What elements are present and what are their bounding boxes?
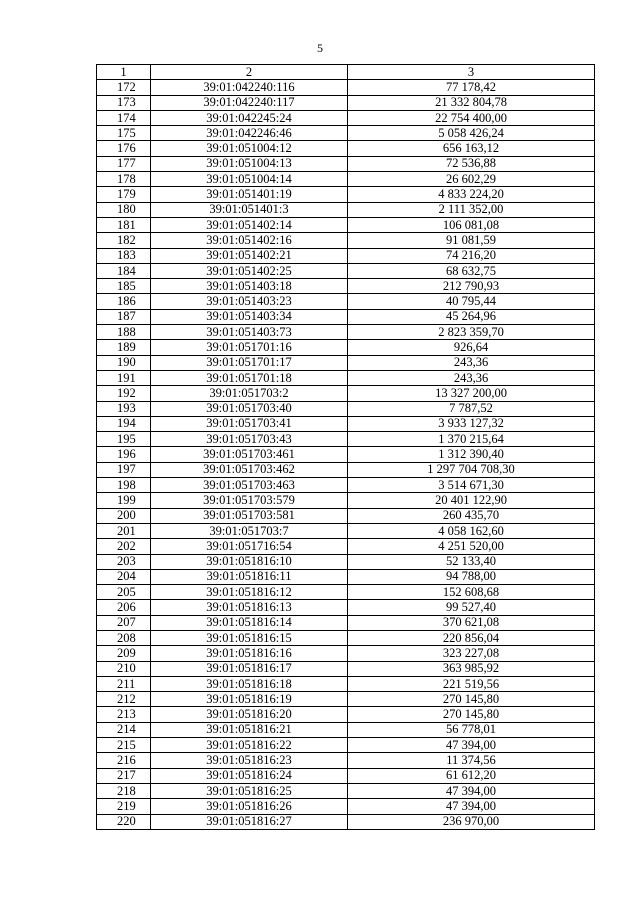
table-row (97, 447, 595, 462)
row-number-cell: 189 (97, 340, 151, 355)
value-cell: 243,36 (348, 370, 595, 385)
cadastral-number-cell: 39:01:051004:12 (151, 141, 348, 156)
table-row (97, 172, 595, 187)
value-cell: 220 856,04 (348, 630, 595, 645)
table-row (97, 722, 595, 737)
row-number-cell: 211 (97, 676, 151, 691)
table-row (97, 340, 595, 355)
row-number-cell: 216 (97, 753, 151, 768)
table-row (97, 80, 595, 95)
table-row (97, 156, 595, 171)
table-body (97, 80, 595, 830)
cadastral-number-cell: 39:01:051402:25 (151, 263, 348, 278)
cadastral-number-cell: 39:01:051816:13 (151, 600, 348, 615)
row-number-cell: 213 (97, 707, 151, 722)
cadastral-number-cell: 39:01:051703:7 (151, 523, 348, 538)
table-header-row (97, 65, 595, 80)
cadastral-number-cell: 39:01:051703:43 (151, 432, 348, 447)
row-number-cell: 185 (97, 279, 151, 294)
cadastral-number-cell: 39:01:051703:462 (151, 462, 348, 477)
value-cell: 47 394,00 (348, 738, 595, 753)
row-number-cell: 194 (97, 416, 151, 431)
value-cell: 3 933 127,32 (348, 416, 595, 431)
cadastral-number-cell: 39:01:051816:21 (151, 722, 348, 737)
value-cell: 106 081,08 (348, 217, 595, 232)
table-row (97, 126, 595, 141)
table-row (97, 554, 595, 569)
cadastral-number-cell: 39:01:042240:116 (151, 80, 348, 95)
row-number-cell: 215 (97, 738, 151, 753)
table-row (97, 768, 595, 783)
value-cell: 926,64 (348, 340, 595, 355)
table-row (97, 585, 595, 600)
value-cell: 236 970,00 (348, 814, 595, 829)
value-cell: 656 163,12 (348, 141, 595, 156)
row-number-cell: 199 (97, 493, 151, 508)
value-cell: 77 178,42 (348, 80, 595, 95)
table-row (97, 432, 595, 447)
row-number-cell: 192 (97, 386, 151, 401)
table-row (97, 202, 595, 217)
table-row (97, 646, 595, 661)
row-number-cell: 207 (97, 615, 151, 630)
table-row (97, 95, 595, 110)
cadastral-number-cell: 39:01:051816:26 (151, 799, 348, 814)
table-row (97, 753, 595, 768)
cadastral-number-cell: 39:01:051816:14 (151, 615, 348, 630)
table-row (97, 263, 595, 278)
cadastral-number-cell: 39:01:051403:73 (151, 325, 348, 340)
row-number-cell: 191 (97, 370, 151, 385)
row-number-cell: 190 (97, 355, 151, 370)
value-cell: 370 621,08 (348, 615, 595, 630)
table-row (97, 187, 595, 202)
value-cell: 1 312 390,40 (348, 447, 595, 462)
row-number-cell: 178 (97, 172, 151, 187)
cadastral-number-cell: 39:01:042245:24 (151, 110, 348, 125)
value-cell: 2 823 359,70 (348, 325, 595, 340)
table-row (97, 416, 595, 431)
row-number-cell: 193 (97, 401, 151, 416)
row-number-cell: 187 (97, 309, 151, 324)
cadastral-number-cell: 39:01:051816:25 (151, 783, 348, 798)
table-row (97, 355, 595, 370)
cadastral-number-cell: 39:01:051816:20 (151, 707, 348, 722)
table-row (97, 110, 595, 125)
table-row (97, 294, 595, 309)
value-cell: 91 081,59 (348, 233, 595, 248)
row-number-cell: 172 (97, 80, 151, 95)
value-cell: 94 788,00 (348, 569, 595, 584)
cadastral-number-cell: 39:01:051402:16 (151, 233, 348, 248)
cadastral-number-cell: 39:01:051703:461 (151, 447, 348, 462)
value-cell: 4 833 224,20 (348, 187, 595, 202)
cadastral-number-cell: 39:01:051703:41 (151, 416, 348, 431)
table-row (97, 233, 595, 248)
table-row (97, 508, 595, 523)
page-number: 5 (317, 41, 323, 55)
row-number-cell: 212 (97, 692, 151, 707)
value-cell: 74 216,20 (348, 248, 595, 263)
value-cell: 4 251 520,00 (348, 539, 595, 554)
cadastral-number-cell: 39:01:051701:16 (151, 340, 348, 355)
value-cell: 68 632,75 (348, 263, 595, 278)
value-cell: 221 519,56 (348, 676, 595, 691)
value-cell: 260 435,70 (348, 508, 595, 523)
cadastral-value-table (96, 64, 595, 830)
row-number-cell: 206 (97, 600, 151, 615)
table-row (97, 141, 595, 156)
row-number-cell: 210 (97, 661, 151, 676)
value-cell: 47 394,00 (348, 783, 595, 798)
table-row (97, 309, 595, 324)
value-cell: 270 145,80 (348, 692, 595, 707)
cadastral-number-cell: 39:01:051402:14 (151, 217, 348, 232)
row-number-cell: 208 (97, 630, 151, 645)
row-number-cell: 184 (97, 263, 151, 278)
value-cell: 2 111 352,00 (348, 202, 595, 217)
table-row (97, 462, 595, 477)
row-number-cell: 182 (97, 233, 151, 248)
row-number-cell: 186 (97, 294, 151, 309)
table-row (97, 661, 595, 676)
row-number-cell: 201 (97, 523, 151, 538)
table-row (97, 539, 595, 554)
value-cell: 45 264,96 (348, 309, 595, 324)
value-cell: 1 370 215,64 (348, 432, 595, 447)
table-row (97, 692, 595, 707)
row-number-cell: 202 (97, 539, 151, 554)
row-number-cell: 174 (97, 110, 151, 125)
value-cell: 72 536,88 (348, 156, 595, 171)
table-row (97, 676, 595, 691)
table-row (97, 370, 595, 385)
row-number-cell: 198 (97, 478, 151, 493)
table-row (97, 569, 595, 584)
cadastral-number-cell: 39:01:051703:40 (151, 401, 348, 416)
cadastral-number-cell: 39:01:051816:22 (151, 738, 348, 753)
cadastral-number-cell: 39:01:051816:10 (151, 554, 348, 569)
row-number-cell: 205 (97, 585, 151, 600)
row-number-cell: 209 (97, 646, 151, 661)
table-row (97, 279, 595, 294)
table-row (97, 386, 595, 401)
table-row (97, 523, 595, 538)
cadastral-number-cell: 39:01:051004:13 (151, 156, 348, 171)
cadastral-number-cell: 39:01:051403:34 (151, 309, 348, 324)
value-cell: 152 608,68 (348, 585, 595, 600)
cadastral-number-cell: 39:01:051703:581 (151, 508, 348, 523)
table-row (97, 615, 595, 630)
cadastral-number-cell: 39:01:051816:12 (151, 585, 348, 600)
value-cell: 11 374,56 (348, 753, 595, 768)
cadastral-number-cell: 39:01:042240:117 (151, 95, 348, 110)
table-row (97, 248, 595, 263)
value-cell: 4 058 162,60 (348, 523, 595, 538)
value-cell: 212 790,93 (348, 279, 595, 294)
row-number-cell: 188 (97, 325, 151, 340)
row-number-cell: 183 (97, 248, 151, 263)
row-number-cell: 179 (97, 187, 151, 202)
cadastral-number-cell: 39:01:051816:16 (151, 646, 348, 661)
table-row (97, 478, 595, 493)
cadastral-number-cell: 39:01:051816:27 (151, 814, 348, 829)
row-number-cell: 173 (97, 95, 151, 110)
row-number-cell: 176 (97, 141, 151, 156)
row-number-cell: 180 (97, 202, 151, 217)
row-number-cell: 195 (97, 432, 151, 447)
cadastral-number-cell: 39:01:051401:19 (151, 187, 348, 202)
value-cell: 21 332 804,78 (348, 95, 595, 110)
row-number-cell: 218 (97, 783, 151, 798)
value-cell: 20 401 122,90 (348, 493, 595, 508)
table-row (97, 217, 595, 232)
cadastral-number-cell: 39:01:051816:17 (151, 661, 348, 676)
value-cell: 26 602,29 (348, 172, 595, 187)
value-cell: 56 778,01 (348, 722, 595, 737)
row-number-cell: 196 (97, 447, 151, 462)
value-cell: 52 133,40 (348, 554, 595, 569)
cadastral-number-cell: 39:01:051816:24 (151, 768, 348, 783)
row-number-cell: 217 (97, 768, 151, 783)
column-header-cadastral-number: 2 (151, 65, 348, 80)
cadastral-number-cell: 39:01:051816:11 (151, 569, 348, 584)
cadastral-number-cell: 39:01:051403:18 (151, 279, 348, 294)
table-row (97, 600, 595, 615)
table-row (97, 325, 595, 340)
row-number-cell: 181 (97, 217, 151, 232)
value-cell: 61 612,20 (348, 768, 595, 783)
row-number-cell: 200 (97, 508, 151, 523)
table-row (97, 814, 595, 829)
row-number-cell: 197 (97, 462, 151, 477)
cadastral-number-cell: 39:01:051716:54 (151, 539, 348, 554)
value-cell: 270 145,80 (348, 707, 595, 722)
cadastral-number-cell: 39:01:051403:23 (151, 294, 348, 309)
value-cell: 5 058 426,24 (348, 126, 595, 141)
cadastral-number-cell: 39:01:051816:19 (151, 692, 348, 707)
cadastral-number-cell: 39:01:051004:14 (151, 172, 348, 187)
row-number-cell: 177 (97, 156, 151, 171)
row-number-cell: 220 (97, 814, 151, 829)
table-row (97, 493, 595, 508)
table-row (97, 401, 595, 416)
cadastral-number-cell: 39:01:051703:463 (151, 478, 348, 493)
row-number-cell: 214 (97, 722, 151, 737)
table-row (97, 799, 595, 814)
column-header-number: 1 (97, 65, 151, 80)
cadastral-number-cell: 39:01:051816:23 (151, 753, 348, 768)
cadastral-number-cell: 39:01:051701:18 (151, 370, 348, 385)
cadastral-number-cell: 39:01:051703:579 (151, 493, 348, 508)
value-cell: 243,36 (348, 355, 595, 370)
value-cell: 323 227,08 (348, 646, 595, 661)
value-cell: 22 754 400,00 (348, 110, 595, 125)
table-row (97, 783, 595, 798)
cadastral-number-cell: 39:01:051816:15 (151, 630, 348, 645)
table-row (97, 707, 595, 722)
value-cell: 13 327 200,00 (348, 386, 595, 401)
value-cell: 3 514 671,30 (348, 478, 595, 493)
value-cell: 47 394,00 (348, 799, 595, 814)
cadastral-number-cell: 39:01:051401:3 (151, 202, 348, 217)
cadastral-number-cell: 39:01:051402:21 (151, 248, 348, 263)
row-number-cell: 219 (97, 799, 151, 814)
cadastral-number-cell: 39:01:042246:46 (151, 126, 348, 141)
cadastral-number-cell: 39:01:051703:2 (151, 386, 348, 401)
value-cell: 363 985,92 (348, 661, 595, 676)
table-row (97, 738, 595, 753)
value-cell: 99 527,40 (348, 600, 595, 615)
table-row (97, 630, 595, 645)
column-header-value: 3 (348, 65, 595, 80)
row-number-cell: 175 (97, 126, 151, 141)
row-number-cell: 203 (97, 554, 151, 569)
value-cell: 1 297 704 708,30 (348, 462, 595, 477)
value-cell: 7 787,52 (348, 401, 595, 416)
cadastral-number-cell: 39:01:051701:17 (151, 355, 348, 370)
row-number-cell: 204 (97, 569, 151, 584)
value-cell: 40 795,44 (348, 294, 595, 309)
cadastral-number-cell: 39:01:051816:18 (151, 676, 348, 691)
